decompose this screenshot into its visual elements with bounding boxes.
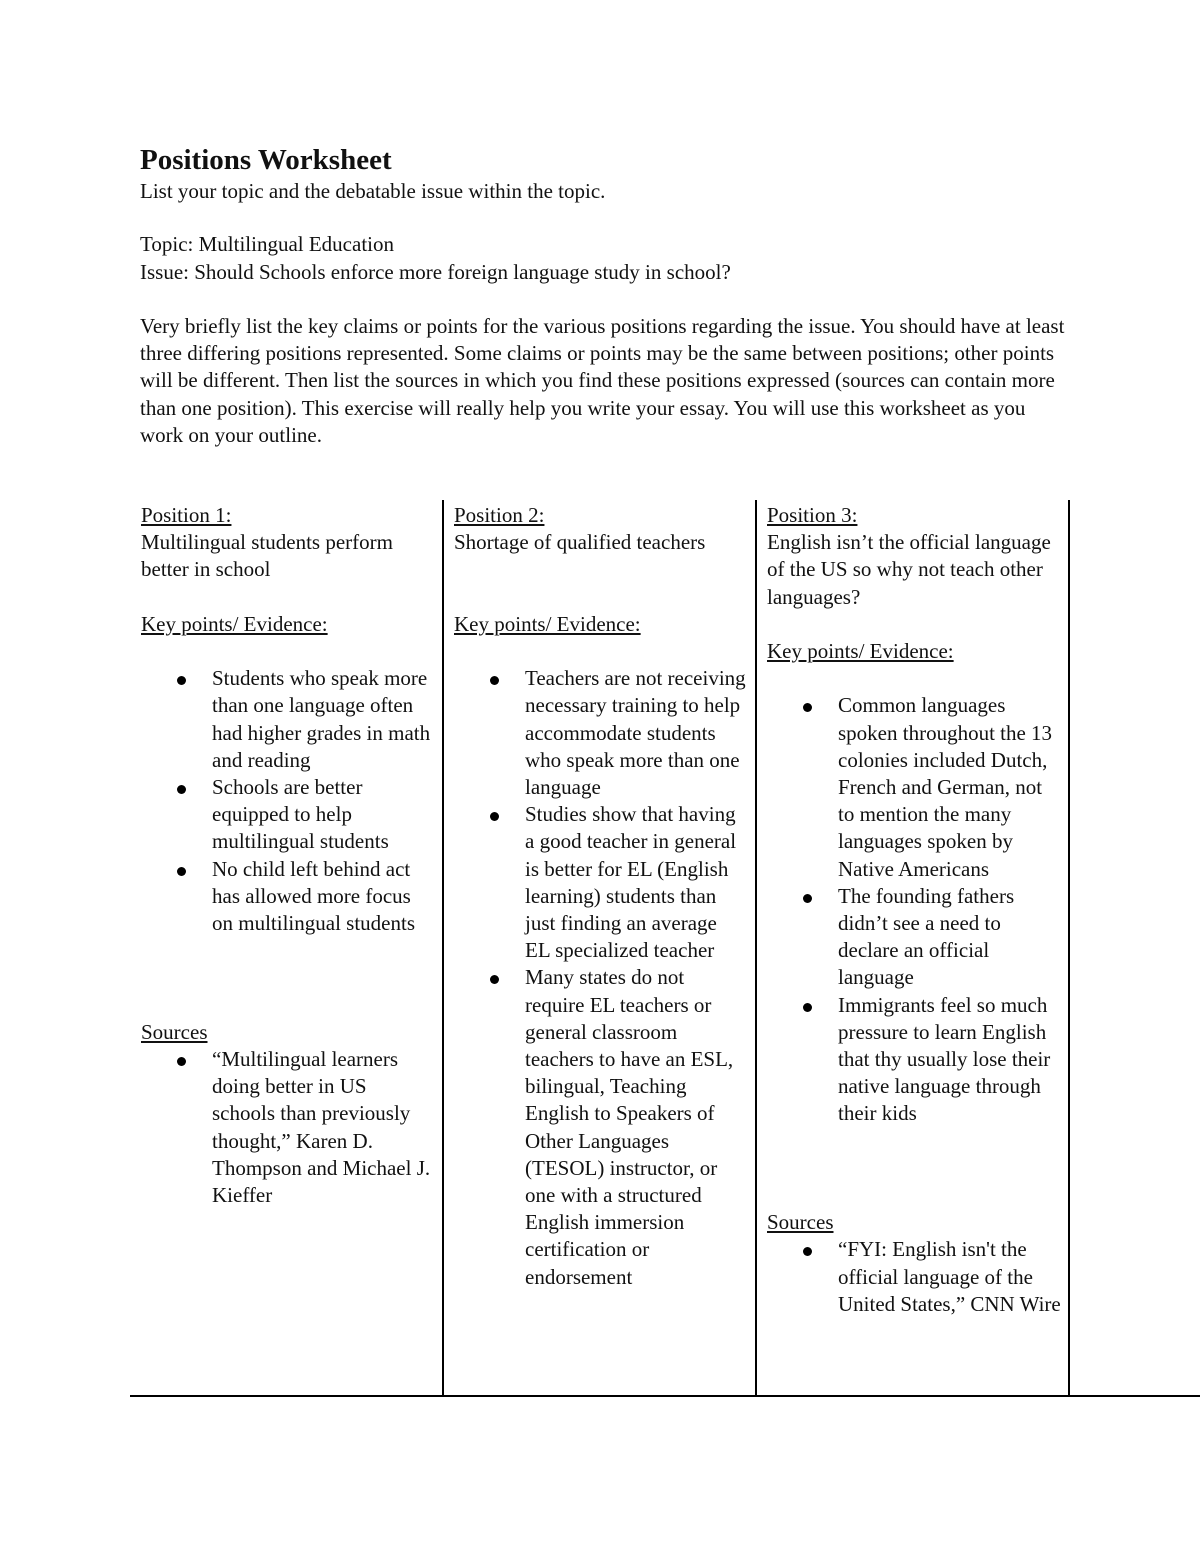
bullet-icon (803, 1003, 812, 1012)
list-item: The founding fathers didn’t see a need to declare an official language (767, 883, 1062, 992)
position-1-points (141, 665, 431, 937)
bullet-icon (803, 1247, 812, 1256)
instruction-text: List your topic and the debatable issue within the topic. (140, 179, 606, 203)
bullet-icon (490, 975, 499, 984)
list-item: Students who speak more than one language often had higher grades in math and reading (141, 665, 431, 774)
position-3-label: Position 3: (767, 503, 858, 527)
position-2-key-label: Key points/ Evidence: (454, 611, 641, 636)
topic-line: Topic: Multilingual Education (140, 232, 394, 256)
issue-line: Issue: Should Schools enforce more foreign language study in school? (140, 260, 731, 284)
bullet-icon (803, 703, 812, 712)
list-item: Studies show that having a good teacher in general is better for EL (English learning) students than just finding an average EL specialized teacher (454, 801, 746, 964)
bullet-icon (177, 785, 186, 794)
position-3-sources-label: Sources (767, 1210, 834, 1235)
position-1-claim: Multilingual students perform better in school (141, 530, 393, 582)
bullet-icon (177, 1057, 186, 1066)
page-title: Positions Worksheet (140, 144, 392, 176)
bullet-icon (803, 894, 812, 903)
list-item: Common languages spoken throughout the 13 colonies included Dutch, French and German, not to mention the many languages spoken by Native Americans (767, 692, 1062, 882)
list-item: Schools are better equipped to help multilingual students (141, 774, 431, 856)
position-2-claim: Shortage of qualified teachers (454, 530, 706, 555)
position-3-key-label: Key points/ Evidence: (767, 639, 954, 663)
position-1-label: Position 1: (141, 503, 232, 527)
list-item: No child left behind act has allowed more focus on multilingual students (141, 856, 431, 938)
position-3-claim: English isn’t the official language of the US so why not teach other languages? (767, 530, 1051, 609)
position-1-column (141, 502, 431, 1209)
column-divider (442, 500, 444, 1395)
list-item: “FYI: English isn't the official language of the United States,” CNN Wire (767, 1236, 1062, 1318)
position-3-column (767, 502, 1062, 1318)
bullet-icon (177, 676, 186, 685)
position-2-column (454, 502, 746, 1291)
list-item: Teachers are not receiving necessary training to help accommodate students who speak more than one language (454, 665, 746, 801)
position-1-sources-label: Sources (141, 1019, 208, 1044)
position-3-sources (767, 1236, 1062, 1318)
list-item: Many states do not require EL teachers or general classroom teachers to have an ESL, bilingual, Teaching English to Speakers of Other Languages (TESOL) instructor, or one with a structured English immersion certification or endorsement (454, 964, 746, 1290)
position-1-key-label: Key points/ Evidence: (141, 611, 328, 636)
bullet-icon (490, 676, 499, 685)
list-item: Immigrants feel so much pressure to learn English that thy usually lose their native language through their kids (767, 992, 1062, 1128)
bullet-icon (490, 812, 499, 821)
intro-paragraph: Very briefly list the key claims or points for the various positions regarding the issue. You should have at least three differing positions represented. Some claims or points may be the same between positions; other points will be different. Then list the sources in which you find these positions expressed (sources can contain more than one position). This exercise will really help you write your essay. You will use this worksheet as you work on your outline. (140, 314, 1065, 447)
bullet-icon (177, 867, 186, 876)
position-2-points (454, 665, 746, 1291)
column-divider (1068, 500, 1070, 1395)
list-item: “Multilingual learners doing better in US schools than previously thought,” Karen D. Thompson and Michael J. Kieffer (141, 1046, 431, 1209)
position-3-points (767, 692, 1062, 1127)
position-1-sources (141, 1046, 431, 1209)
column-divider (755, 500, 757, 1395)
position-2-label: Position 2: (454, 503, 545, 527)
